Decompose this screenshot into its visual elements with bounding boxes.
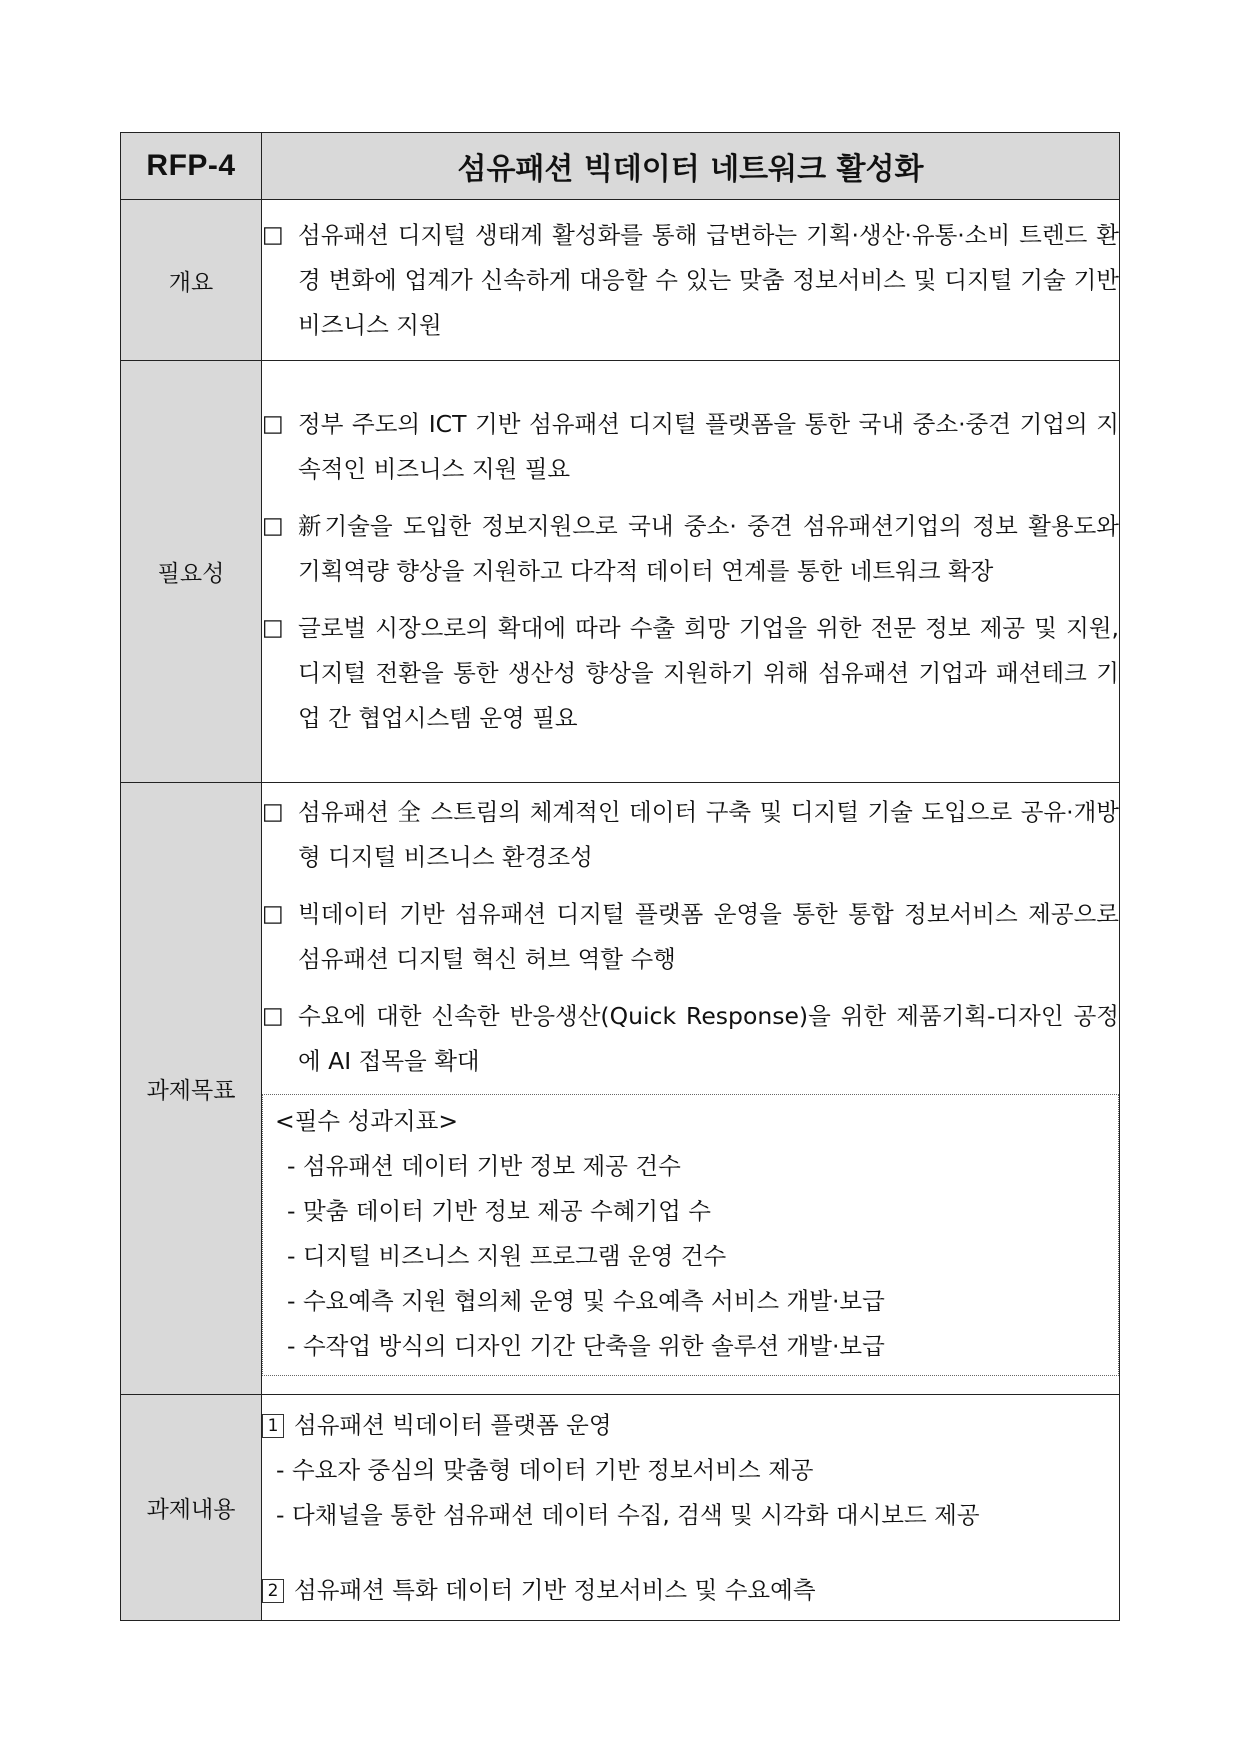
rfp-title: 섬유패션 빅데이터 네트워크 활성화	[262, 133, 1120, 200]
checkbox-icon: □	[262, 221, 284, 248]
kpi-item: - 맞춤 데이터 기반 정보 제공 수혜기업 수	[287, 1196, 711, 1225]
rfp-table	[120, 132, 1120, 1621]
necessity-item: □ 글로벌 시장으로의 확대에 따라 수출 희망 기업을 위한 전문 정보 제공 및 지원, 디지털 전환을 통한 생산성 향상을 지원하기 위해 섬유패션 기업과 패션테크 기업 간 협업시스템 운영 필요	[262, 606, 1119, 741]
overview-label: 개요	[121, 200, 262, 361]
goals-body	[262, 783, 1120, 1395]
content-sub-item: - 수요자 중심의 맞춤형 데이터 기반 정보서비스 제공	[276, 1455, 814, 1484]
goal-item: □ 빅데이터 기반 섬유패션 디지털 플랫폼 운영을 통한 통합 정보서비스 제공으로 섬유패션 디지털 혁신 허브 역할 수행	[262, 892, 1119, 982]
header-row	[121, 133, 1120, 200]
kpi-item: - 디지털 비즈니스 지원 프로그램 운영 건수	[287, 1241, 727, 1270]
necessity-row	[121, 361, 1120, 783]
content-sub-item: - 다채널을 통한 섬유패션 데이터 수집, 검색 및 시각화 대시보드 제공	[276, 1500, 980, 1529]
overview-body	[262, 200, 1120, 361]
overview-item: □ 섬유패션 디지털 생태계 활성화를 통해 급변하는 기획·생산·유통·소비 트렌드 환경 변화에 업계가 신속하게 대응할 수 있는 맞춤 정보서비스 및 디지털 기술 기반 비즈니스 지원	[262, 213, 1119, 348]
content-row	[121, 1395, 1120, 1621]
kpi-item: - 수요예측 지원 협의체 운영 및 수요예측 서비스 개발·보급	[287, 1286, 885, 1315]
goal-item: □ 섬유패션 全 스트림의 체계적인 데이터 구축 및 디지털 기술 도입으로 공유·개방형 디지털 비즈니스 환경조성	[262, 790, 1119, 880]
necessity-body	[262, 361, 1120, 783]
kpi-item: - 섬유패션 데이터 기반 정보 제공 건수	[287, 1151, 681, 1180]
content-group-title: 1 섬유패션 빅데이터 플랫폼 운영	[262, 1403, 1119, 1448]
checkbox-icon: □	[262, 615, 284, 641]
content-body	[262, 1395, 1120, 1621]
number-box-icon: 2	[262, 1579, 284, 1603]
rfp-code: RFP-4	[121, 133, 262, 200]
content-label: 과제내용	[121, 1395, 262, 1621]
necessity-item: □ 정부 주도의 ICT 기반 섬유패션 디지털 플랫폼을 통한 국내 중소·중견 기업의 지속적인 비즈니스 지원 필요	[262, 402, 1119, 492]
overview-row	[121, 200, 1120, 361]
checkbox-icon: □	[262, 411, 284, 437]
kpi-box	[262, 1094, 1119, 1376]
goals-row	[121, 783, 1120, 1395]
content-group-title: 2 섬유패션 특화 데이터 기반 정보서비스 및 수요예측	[262, 1568, 1119, 1613]
kpi-item: - 수작업 방식의 디자인 기간 단축을 위한 솔루션 개발·보급	[287, 1331, 885, 1360]
checkbox-icon: □	[262, 1002, 284, 1029]
kpi-title: <필수 성과지표>	[275, 1106, 459, 1135]
goals-label: 과제목표	[121, 783, 262, 1395]
checkbox-icon: □	[262, 513, 284, 539]
goal-item: □ 수요에 대한 신속한 반응생산(Quick Response)을 위한 제품기획-디자인 공정에 AI 접목을 확대	[262, 994, 1119, 1084]
number-box-icon: 1	[262, 1414, 284, 1438]
necessity-item: □ 新기술을 도입한 정보지원으로 국내 중소· 중견 섬유패션기업의 정보 활용도와 기획역량 향상을 지원하고 다각적 데이터 연계를 통한 네트워크 확장	[262, 504, 1119, 594]
necessity-label: 필요성	[121, 361, 262, 783]
checkbox-icon: □	[262, 798, 284, 825]
checkbox-icon: □	[262, 900, 284, 927]
